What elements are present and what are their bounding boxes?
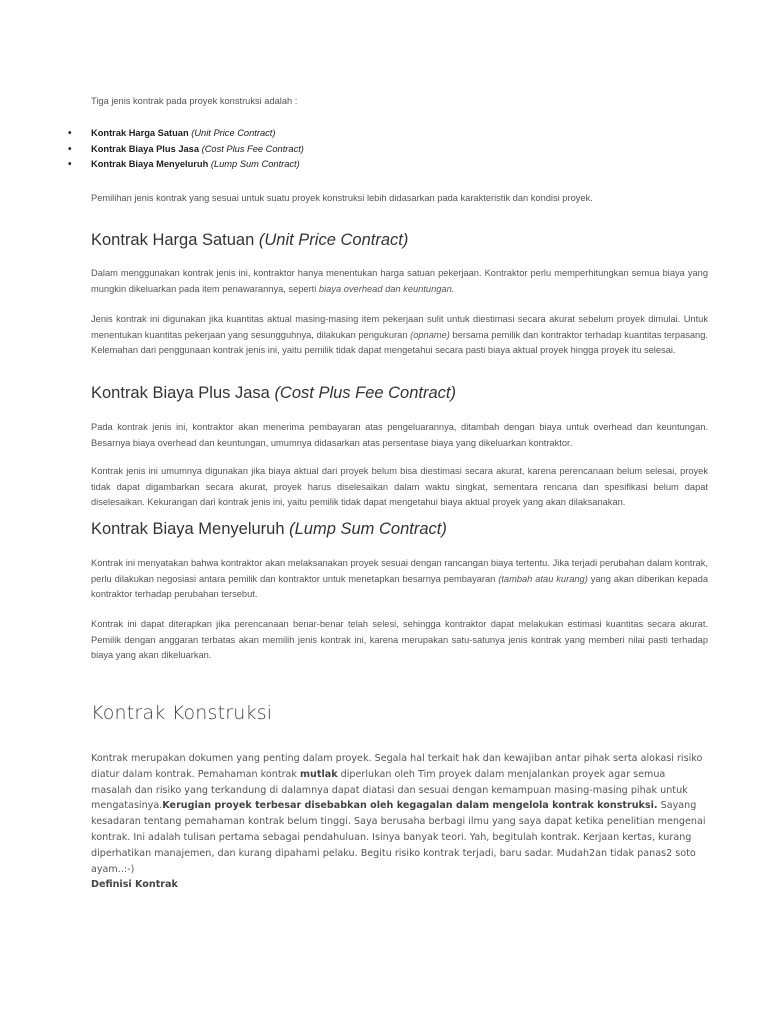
list-item [68,142,691,158]
section-heading [91,520,708,539]
paragraph-emphasis: biaya overhead dan keuntungan. [318,283,455,294]
paragraph-text: Kontrak ini menyatakan bahwa kontraktor akan melaksanakan proyek sesuai dengan rancangan biaya tertentu. Jika terjadi perubahan dalam kontrak, perlu dilakukan negosiasi antara pemilik dan kontraktor untuk menetapkan besarnya pembayaran [91,558,708,584]
section-paragraph [91,556,708,603]
type-name-en: (Unit Price Contract) [191,128,276,138]
paragraph-text: Sayang kesadaran tentang pemahaman kontrak belum tinggi. Saya berusaha berbagi ilmu yang saya dapat ketika penelitian mengenai kontrak. Ini adalah tulisan pertama sebagai pendahuluan. Isinya banyak teori. Yah, begitulah kontrak. Kerjaan kertas, kurang diperhatikan manajemen, dan kurang dipahami pelaku. Begitu risiko kontrak terjadi, baru sadar. Mudah2an tidak panas2 soto ayam..:-) [91,800,706,875]
heading-title-en: (Unit Price Contract) [258,231,409,249]
heading-title-en: (Cost Plus Fee Contract) [274,384,456,402]
section-paragraph: Kontrak ini dapat diterapkan jika perencanaan benar-benar telah selesi, sehingga kontraktor dapat melakukan estimasi kuantitas secara akurat. Pemilik dengan anggaran terbatas akan memilih jenis kontrak ini, karena merupakan satu-satunya jenis kontrak yang memberi nilai pasti terhadap biaya yang akan dikeluarkan. [91,619,708,660]
article-title: Kontrak Konstruksi [91,702,273,724]
paragraph-bold: mutlak [300,768,338,780]
selection-paragraph: Pemilihan jenis kontrak yang sesuai untuk suatu proyek konstruksi lebih didasarkan pada karakteristik dan kondisi proyek. [91,193,593,203]
paragraph-text: Jenis kontrak ini digunakan jika kuantitas aktual masing-masing item pekerjaan sulit untuk diestimasi secara akurat sebelum proyek dimulai. Untuk menentukan kuantitas pekerjaan yang sesungguhnya, dilakukan pengukuran [91,314,708,340]
paragraph-text: Dalam menggunakan kontrak jenis ini, kontraktor hanya menentukan harga satuan pekerjaan. Kontraktor perlu memperhitungkan semua biaya yang mungkin dikeluarkan pada item penawarannya, seperti [91,268,708,294]
definisi-heading: Definisi Kontrak [91,879,178,890]
heading-title-en: (Lump Sum Contract) [289,520,447,538]
paragraph-bold: Kerugian proyek terbesar disebabkan oleh kegagalan dalam mengelola kontrak konstruksi. [162,800,658,812]
bullet-icon: • [68,128,72,139]
section-paragraph [91,266,708,297]
type-name: Kontrak Harga Satuan [91,128,189,138]
article-paragraph [91,751,708,877]
type-name-en: (Cost Plus Fee Contract) [201,143,304,154]
paragraph-emphasis: (opname) [410,329,450,340]
section-heading [91,231,708,250]
section-paragraph: Kontrak jenis ini umumnya digunakan jika biaya aktual dari proyek belum bisa diestimasi secara akurat, karena perencanaan belum selesai, proyek tidak dapat digambarkan secara akurat, proyek harus diselesaikan dalam waktu singkat, sementara rencana dan spesifikasi belum dapat diselesaikan. Kekurangan dari kontrak jenis ini, yaitu pemilik tidak dapat mengetahui biaya aktual proyek yang akan dilaksanakan. [91,466,708,507]
list-item [68,126,691,142]
bullet-icon: • [68,159,72,170]
intro-text: Tiga jenis kontrak pada proyek konstruksi adalah : [91,96,298,106]
paragraph-text: Kontrak merupakan dokumen yang penting dalam proyek. Segala hal terkait hak dan kewajiban antar pihak serta alokasi risiko diatur dalam kontrak. Pemahaman kontrak [91,753,703,780]
type-name: Kontrak Biaya Menyeluruh [91,159,209,169]
type-name-en: (Lump Sum Contract) [210,159,300,169]
paragraph-text: yang akan diberikan kepada kontraktor terhadap perubahan tersebut. [91,573,708,599]
heading-title: Kontrak Biaya Plus Jasa [91,384,270,402]
section-paragraph [91,312,708,359]
type-name: Kontrak Biaya Plus Jasa [91,143,199,154]
paragraph-text: diperlukan oleh Tim proyek dalam menjalankan proyek agar semua masalah dan risiko yang terkandung di dalamnya dapat diatasi dan sesuai dengan kemampuan masing-masing pihak untuk mengatasinya. [91,768,688,812]
paragraph-text: bersama pemilik dan kontraktor terhadap kuantitas terpasang. Kelemahan dari penggunaan kontrak jenis ini, yaitu pemilik tidak dapat mengetahui secara pasti biaya aktual proyek hingga proyek itu selesai. [91,329,708,355]
bullet-icon: • [68,143,72,155]
section-paragraph: Pada kontrak jenis ini, kontraktor akan menerima pembayaran atas pengeluarannya, ditambah dengan biaya untuk overhead dan keuntungan. Besarnya biaya overhead dan keuntungan, umumnya didasarkan atas persentase biaya yang dikeluarkan kontraktor. [91,422,708,448]
section-heading [91,384,708,403]
heading-title: Kontrak Biaya Menyeluruh [91,520,285,538]
list-item [68,157,691,173]
contract-type-list [68,126,691,173]
paragraph-emphasis: (tambah atau kurang) [498,573,588,584]
heading-title: Kontrak Harga Satuan [91,231,255,249]
